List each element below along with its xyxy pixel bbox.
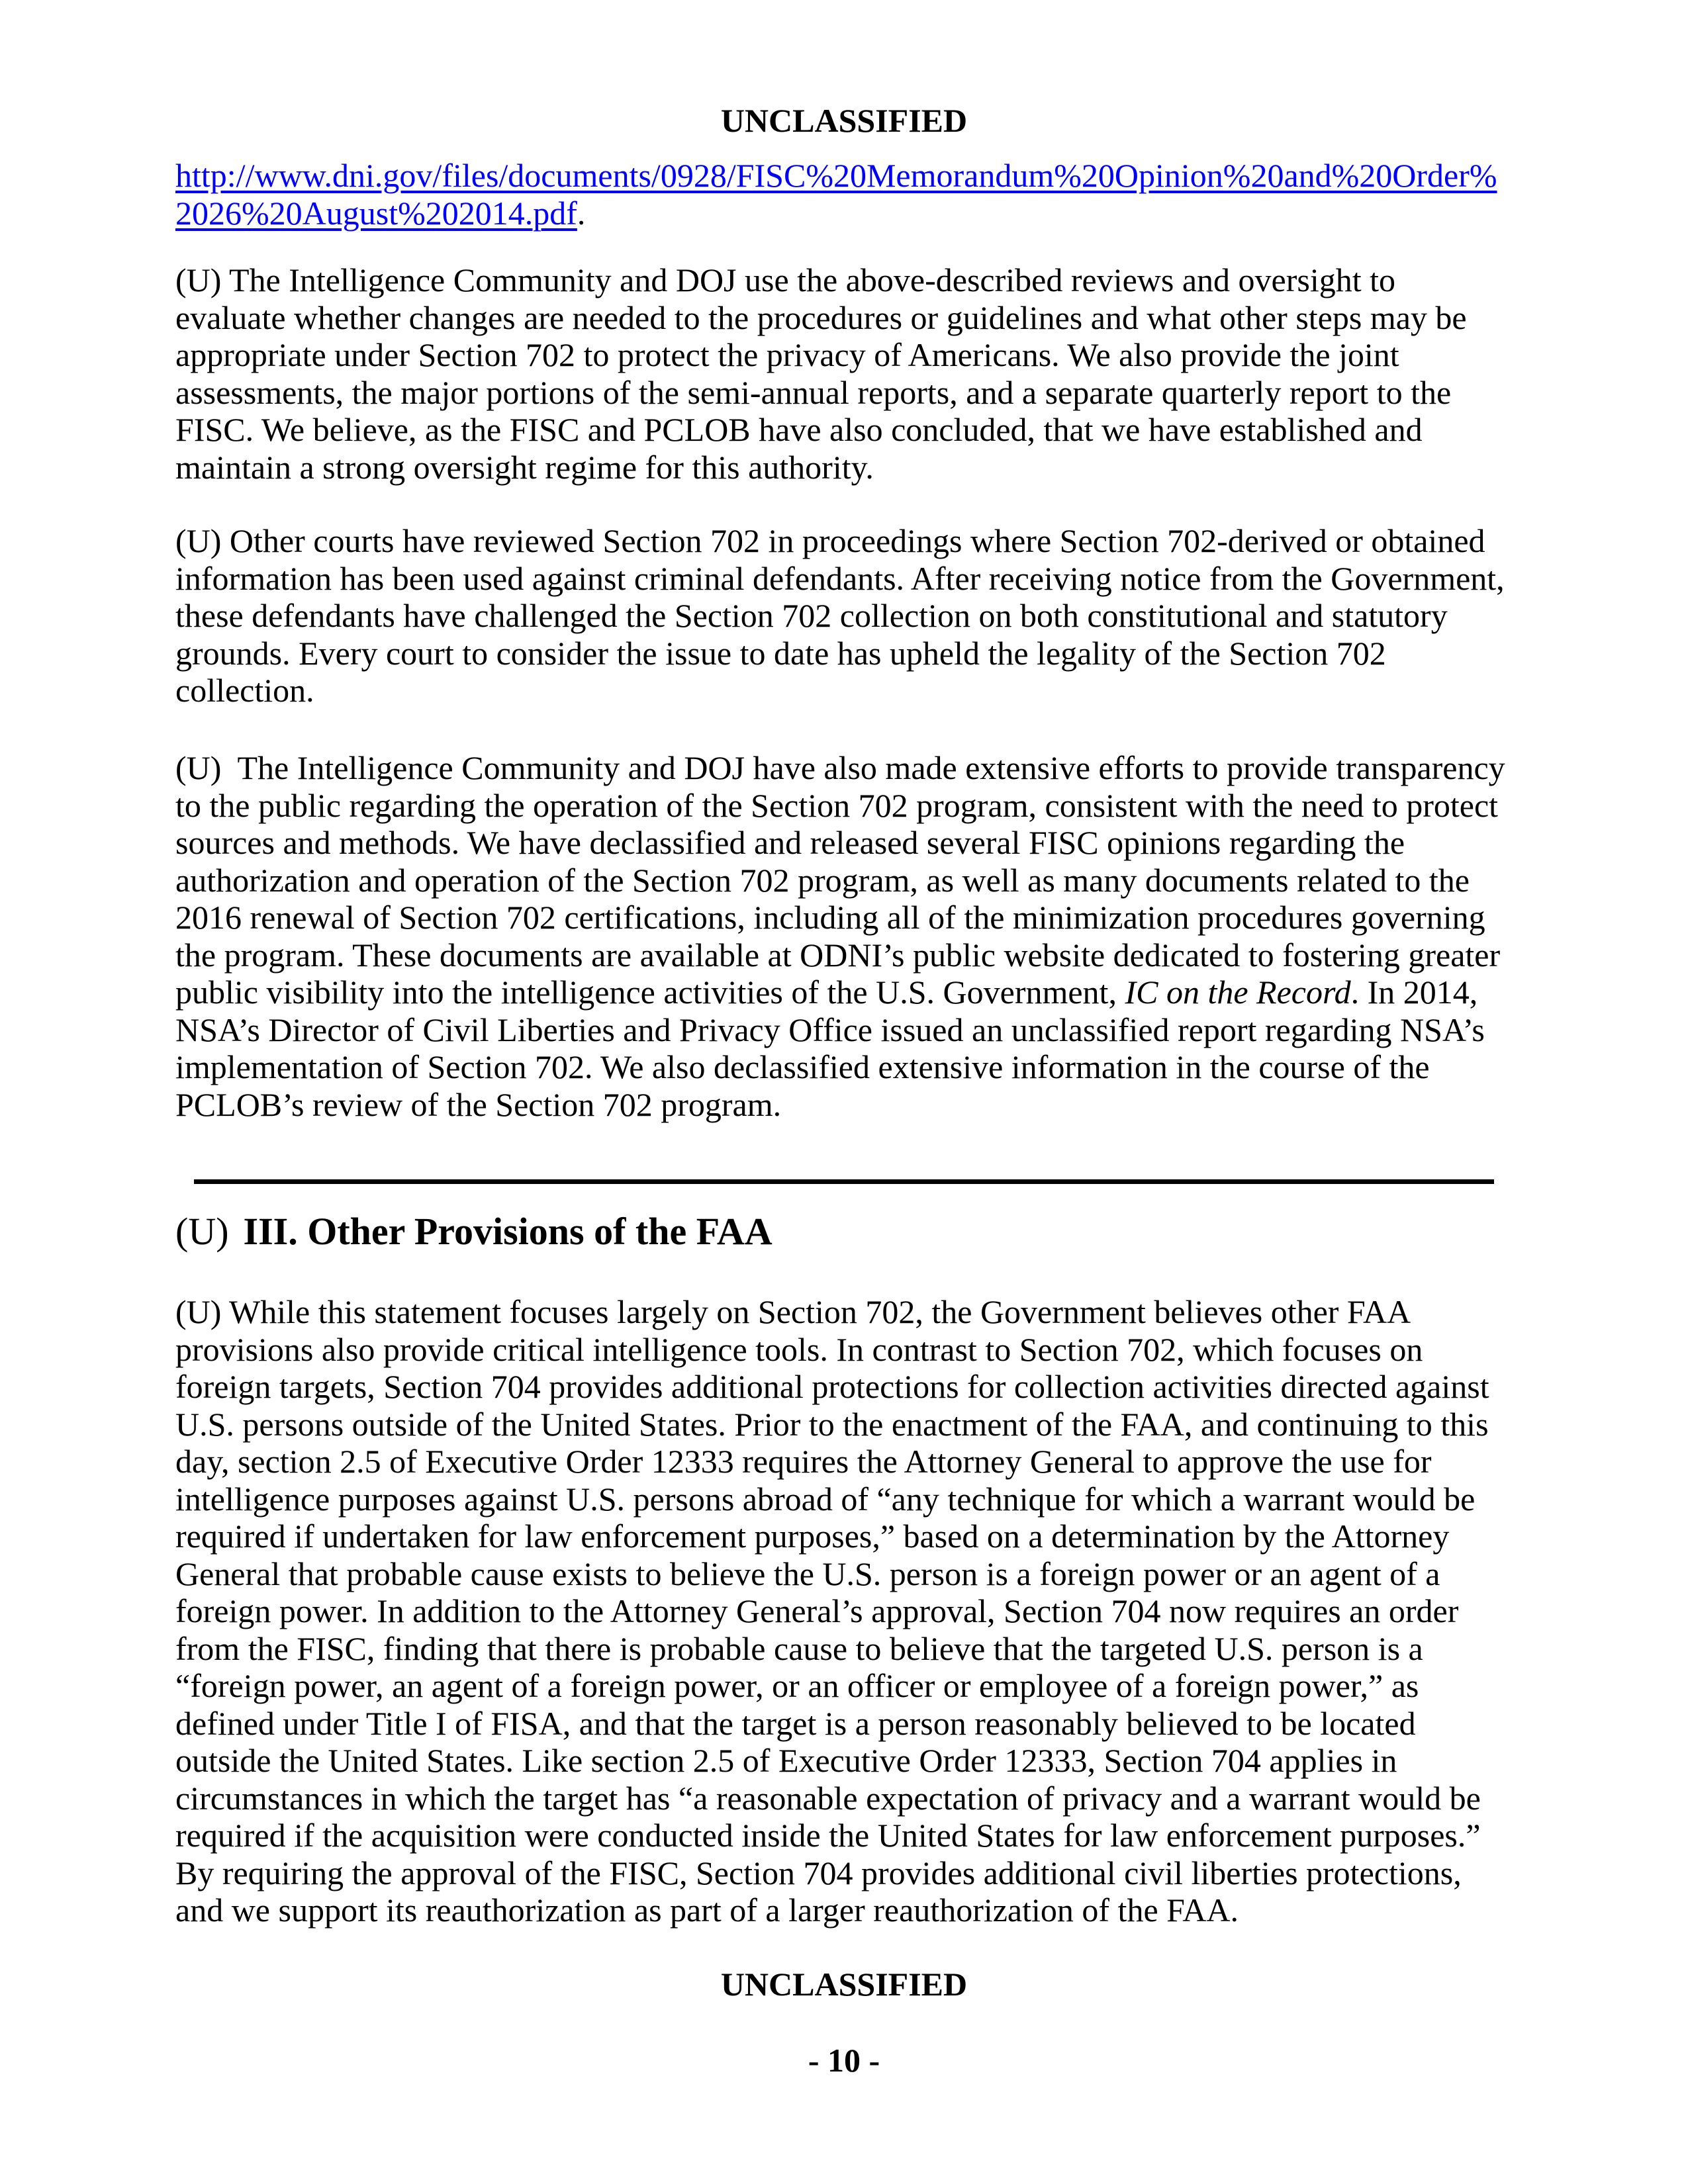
paragraph-line: day, section 2.5 of Executive Order 12333 requires the Attorney General to approve the use for	[175, 1443, 1432, 1480]
paragraph-line: foreign power. In addition to the Attorney General’s approval, Section 704 now requires an order	[175, 1592, 1459, 1629]
paragraph-line: 2016 renewal of Section 702 certifications, including all of the minimization procedures governing	[175, 899, 1485, 936]
section-title: III. Other Provisions of the FAA	[243, 1210, 773, 1253]
paragraph-line: intelligence purposes against U.S. persons abroad of “any technique for which a warrant would be	[175, 1480, 1476, 1518]
link-trailing-period: .	[577, 194, 586, 232]
paragraph-line: implementation of Section 702. We also declassified extensive information in the course of the	[175, 1048, 1430, 1085]
paragraph-line: required if the acquisition were conducted inside the United States for law enforcement purposes.”	[175, 1817, 1481, 1854]
paragraph-line: required if undertaken for law enforcement purposes,” based on a determination by the Attorney	[175, 1518, 1450, 1555]
paragraph-other-provisions	[175, 1293, 1519, 1929]
paragraph-line: FISC. We believe, as the FISC and PCLOB have also concluded, that we have established and	[175, 411, 1423, 448]
paragraph-line: maintain a strong oversight regime for this authority.	[175, 448, 874, 486]
paragraph-line: provisions also provide critical intelligence tools. In contrast to Section 702, which focuses on	[175, 1330, 1423, 1368]
section-divider-rule	[194, 1179, 1494, 1184]
paragraph-line: appropriate under Section 702 to protect the privacy of Americans. We also provide the joint	[175, 336, 1399, 373]
paragraph-line: collection.	[175, 672, 314, 709]
paragraph-line: and we support its reauthorization as part of a larger reauthorization of the FAA.	[175, 1891, 1239, 1929]
paragraph-line: defined under Title I of FISA, and that the target is a person reasonably believed to be located	[175, 1704, 1416, 1742]
paragraph-transparency	[175, 749, 1519, 1123]
paragraph-line: the program. These documents are available at ODNI’s public website dedicated to fostering greater	[175, 936, 1501, 974]
paragraph-line: circumstances in which the target has “a reasonable expectation of privacy and a warrant would be	[175, 1779, 1481, 1817]
paragraph-line: General that probable cause exists to believe the U.S. person is a foreign power or an agent of a	[175, 1555, 1440, 1592]
paragraph-line: outside the United States. Like section 2.5 of Executive Order 12333, Section 704 applies in	[175, 1742, 1397, 1779]
paragraph-line: to the public regarding the operation of the Section 702 program, consistent with the need to protect	[175, 786, 1499, 824]
paragraph-line: information has been used against criminal defendants. After receiving notice from the Government,	[175, 559, 1505, 597]
header-classification-banner: UNCLASSIFIED	[720, 102, 968, 139]
paragraph-courts	[175, 522, 1519, 709]
paragraph-line: (U) The Intelligence Community and DOJ use the above-described reviews and oversight to	[175, 261, 1396, 298]
publication-title-ic-on-the-record: IC on the Record	[1125, 974, 1351, 1011]
paragraph-line: U.S. persons outside of the United States. Prior to the enactment of the FAA, and continuing to this	[175, 1405, 1489, 1443]
paragraph-line: evaluate whether changes are needed to the procedures or guidelines and what other steps may be	[175, 298, 1467, 336]
footer-classification-banner: UNCLASSIFIED	[720, 1966, 968, 2003]
paragraph-line: (U) The Intelligence Community and DOJ have also made extensive efforts to provide transparency	[175, 749, 1505, 786]
section-heading	[175, 1210, 773, 1253]
paragraph-line-with-italic	[175, 974, 1519, 1011]
paragraph-line: PCLOB’s review of the Section 702 program.	[175, 1085, 782, 1123]
source-link-line-2[interactable]: 2026%20August%202014.pdf	[175, 194, 577, 232]
paragraph-line: foreign targets, Section 704 provides additional protections for collection activities directed against	[175, 1368, 1489, 1405]
paragraph-line: By requiring the approval of the FISC, Section 704 provides additional civil liberties protections,	[175, 1854, 1462, 1891]
source-link[interactable]	[175, 157, 1519, 232]
paragraph-oversight	[175, 261, 1519, 486]
paragraph-line: authorization and operation of the Section 702 program, as well as many documents related to the	[175, 861, 1470, 899]
paragraph-line: assessments, the major portions of the semi-annual reports, and a separate quarterly report to the	[175, 373, 1452, 411]
paragraph-line: these defendants have challenged the Section 702 collection on both constitutional and statutory	[175, 597, 1448, 634]
paragraph-line: grounds. Every court to consider the issue to date has upheld the legality of the Section 702	[175, 634, 1386, 672]
paragraph-line: NSA’s Director of Civil Liberties and Privacy Office issued an unclassified report regarding NSA’s	[175, 1011, 1485, 1048]
paragraph-line: sources and methods. We have declassified and released several FISC opinions regarding the	[175, 824, 1405, 861]
paragraph-line: (U) While this statement focuses largely on Section 702, the Government believes other FAA	[175, 1293, 1411, 1330]
source-link-line-1[interactable]: http://www.dni.gov/files/documents/0928/FISC%20Memorandum%20Opinion%20and%20Order%	[175, 157, 1497, 194]
text-segment: . In 2014,	[1350, 974, 1478, 1011]
section-classification-marker: (U)	[175, 1210, 229, 1253]
paragraph-line: “foreign power, an agent of a foreign power, or an officer or employee of a foreign power,” as	[175, 1667, 1419, 1704]
text-segment: public visibility into the intelligence activities of the U.S. Government,	[175, 974, 1125, 1011]
page-number: - 10 -	[808, 2042, 880, 2079]
paragraph-line: (U) Other courts have reviewed Section 702 in proceedings where Section 702-derived or obtained	[175, 522, 1485, 559]
paragraph-line: from the FISC, finding that there is probable cause to believe that the targeted U.S. person is a	[175, 1629, 1423, 1667]
